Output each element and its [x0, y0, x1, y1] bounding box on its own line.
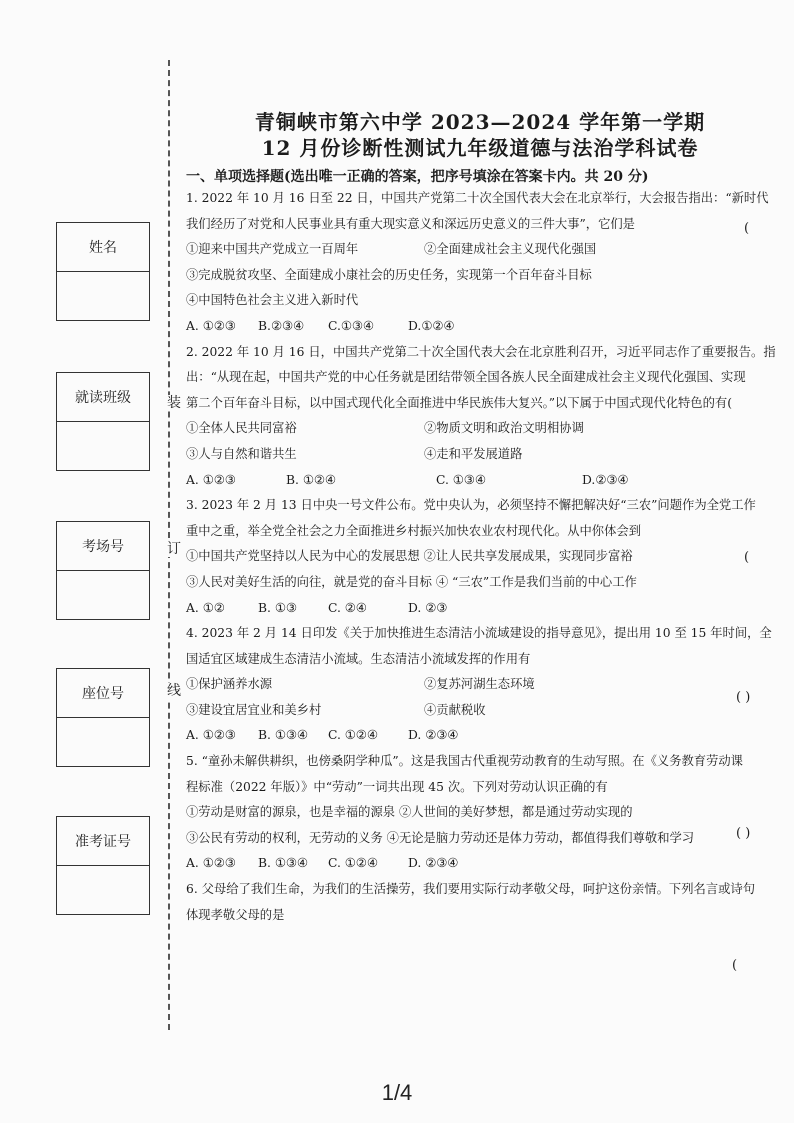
exam-title-line2: 12 月份诊断性测试九年级道德与法治学科试卷: [261, 136, 699, 160]
answer-choice[interactable]: A. ①②③: [186, 856, 236, 871]
name-label: 姓名: [57, 223, 149, 272]
page-number: 1/4: [381, 1080, 413, 1105]
answer-choice[interactable]: B.②③④: [258, 318, 305, 333]
question-line: 重中之重，举全党全社会之力全面推进乡村振兴加快农业农村现代化。从中你体会到: [186, 523, 641, 538]
option-item: ④贡献税收: [424, 702, 486, 717]
answer-choice[interactable]: D. ②③: [408, 600, 448, 615]
option-row: [186, 672, 780, 698]
question-line: 第二个百年奋斗目标，以中国式现代化全面推进中华民族伟大复兴。”以下属于中国式现代化特色的有(: [186, 395, 732, 410]
question-line: 国适宜区域建成生态清洁小流域。生态清洁小流域发挥的作用有: [186, 651, 531, 666]
answer-choice[interactable]: C. ①③④: [436, 472, 486, 487]
exam-room-field[interactable]: [57, 571, 149, 619]
seat-box: [56, 668, 150, 767]
class-box: [56, 372, 150, 471]
exam-room-label: 考场号: [57, 522, 149, 571]
option-item: ①迎来中国共产党成立一百周年: [186, 242, 359, 257]
class-field[interactable]: [57, 422, 149, 470]
question-line: 1. 2022 年 10 月 16 日至 22 日，中国共产党第二十次全国代表大会在北京举行，大会报告指出：“新时代: [186, 191, 769, 205]
admission-field[interactable]: [57, 866, 149, 914]
question-line: 出：“从现在起，中国共产党的中心任务就是团结带领全国各族人民全面建成社会主义现代化强国、实现: [186, 370, 746, 385]
option-item: ②全面建成社会主义现代化强国: [424, 242, 597, 257]
option-item: ②物质文明和政治文明相协调: [424, 421, 584, 436]
answer-choice[interactable]: A. ①②③: [186, 728, 236, 743]
admission-label: 准考证号: [57, 817, 149, 866]
question-line: 程标准（2022 年版）》中“劳动”一词共出现 45 次。下列对劳动认识正确的有: [186, 779, 608, 794]
question-line: ③人民对美好生活的向往，就是党的奋斗目标 ④ “三农”工作是我们当前的中心工作: [186, 574, 637, 589]
question-line: ①劳动是财富的源泉，也是幸福的源泉 ②人世间的美好梦想，都是通过劳动实现的: [186, 805, 633, 820]
answer-choice[interactable]: C.①③④: [328, 318, 374, 333]
question-line: 3. 2023 年 2 月 13 日中央一号文件公布。党中央认为，必须坚持不懈把解决好“三农”问题作为全党工作: [186, 498, 756, 513]
binding-char-xian: 线: [167, 683, 181, 699]
class-label: 就读班级: [57, 373, 149, 422]
option-row: [186, 237, 780, 263]
exam-room-box: [56, 521, 150, 620]
question-line: 5. “童孙未解供耕织，也傍桑阴学种瓜”。这是我国古代重视劳动教育的生动写照。在《义务教育劳动课: [186, 754, 743, 769]
answer-choices-row: [186, 851, 780, 877]
answer-choice[interactable]: D.②③④: [582, 472, 629, 487]
option-item: ①保护涵养水源: [186, 677, 273, 692]
answer-paren: ( ): [736, 690, 751, 705]
answer-choice[interactable]: C. ②④: [328, 600, 367, 615]
section-heading: 一、单项选择题(选出唯一正确的答案，把序号填涂在答案卡内。共 20 分): [186, 169, 649, 185]
option-row: [186, 442, 780, 468]
answer-paren: ( ): [736, 826, 751, 841]
answer-choice[interactable]: A. ①②: [186, 600, 225, 615]
seat-field[interactable]: [57, 718, 149, 766]
answer-choice[interactable]: B. ①③④: [258, 856, 308, 871]
option-row: [186, 416, 780, 442]
question-line: 2. 2022 年 10 月 16 日，中国共产党第二十次全国代表大会在北京胜利召开，习近平同志作了重要报告。指: [186, 344, 776, 359]
answer-choice[interactable]: C. ①②④: [328, 856, 378, 871]
option-item: ③建设宜居宜业和美乡村: [186, 702, 322, 717]
answer-choices-row: [186, 314, 780, 340]
seat-label: 座位号: [57, 669, 149, 718]
question-line: ③公民有劳动的权利，无劳动的义务 ④无论是脑力劳动还是体力劳动，都值得我们尊敬和学习: [186, 830, 695, 845]
option-item: ③人与自然和谐共生: [186, 446, 297, 461]
answer-choice[interactable]: D.①②④: [408, 318, 455, 333]
answer-choice[interactable]: D. ②③④: [408, 728, 459, 743]
answer-paren: (: [744, 550, 750, 565]
option-row: [186, 698, 780, 724]
question-list: [186, 186, 780, 928]
answer-choice[interactable]: C. ①②④: [328, 728, 378, 743]
answer-choice[interactable]: A. ①②③: [186, 472, 236, 487]
answer-choice[interactable]: B. ①③④: [258, 728, 308, 743]
option-item: ①全体人民共同富裕: [186, 421, 297, 436]
question-line: 4. 2023 年 2 月 14 日印发《关于加快推进生态清洁小流域建设的指导意见》，提出用 10 至 15 年时间，全: [186, 626, 772, 641]
option-item: ②复苏河湖生态环境: [424, 677, 535, 692]
answer-choice[interactable]: B. ①③: [258, 600, 297, 615]
question-line: ③完成脱贫攻坚、全面建成小康社会的历史任务，实现第一个百年奋斗目标: [186, 267, 592, 282]
exam-title-line1: 青铜峡市第六中学 2023—2024 学年第一学期: [254, 110, 706, 134]
admission-box: [56, 816, 150, 915]
answer-choice[interactable]: D. ②③④: [408, 856, 459, 871]
option-item: ④走和平发展道路: [424, 446, 523, 461]
question-line: 6. 父母给了我们生命，为我们的生活操劳，我们要用实际行动孝敬父母，呵护这份亲情。下列名言或诗句: [186, 882, 756, 897]
answer-choices-row: [186, 468, 780, 494]
binding-char-ding: 订: [167, 541, 181, 557]
question-line: ④中国特色社会主义进入新时代: [186, 293, 359, 308]
question-line: 体现孝敬父母的是: [186, 907, 285, 922]
answer-choices-row: [186, 723, 780, 749]
answer-paren: (: [732, 958, 738, 973]
answer-paren: (: [744, 221, 750, 236]
name-box: [56, 222, 150, 321]
question-line: ①中国共产党坚持以人民为中心的发展思想 ②让人民共享发展成果，实现同步富裕: [186, 549, 633, 564]
answer-choice[interactable]: A. ①②③: [186, 318, 236, 333]
name-field[interactable]: [57, 272, 149, 320]
answer-choice[interactable]: B. ①②④: [286, 472, 336, 487]
question-line: 我们经历了对党和人民事业具有重大现实意义和深远历史意义的三件大事”，它们是: [186, 216, 635, 231]
binding-char-zhuang: 装: [167, 395, 181, 411]
answer-choices-row: [186, 596, 780, 622]
